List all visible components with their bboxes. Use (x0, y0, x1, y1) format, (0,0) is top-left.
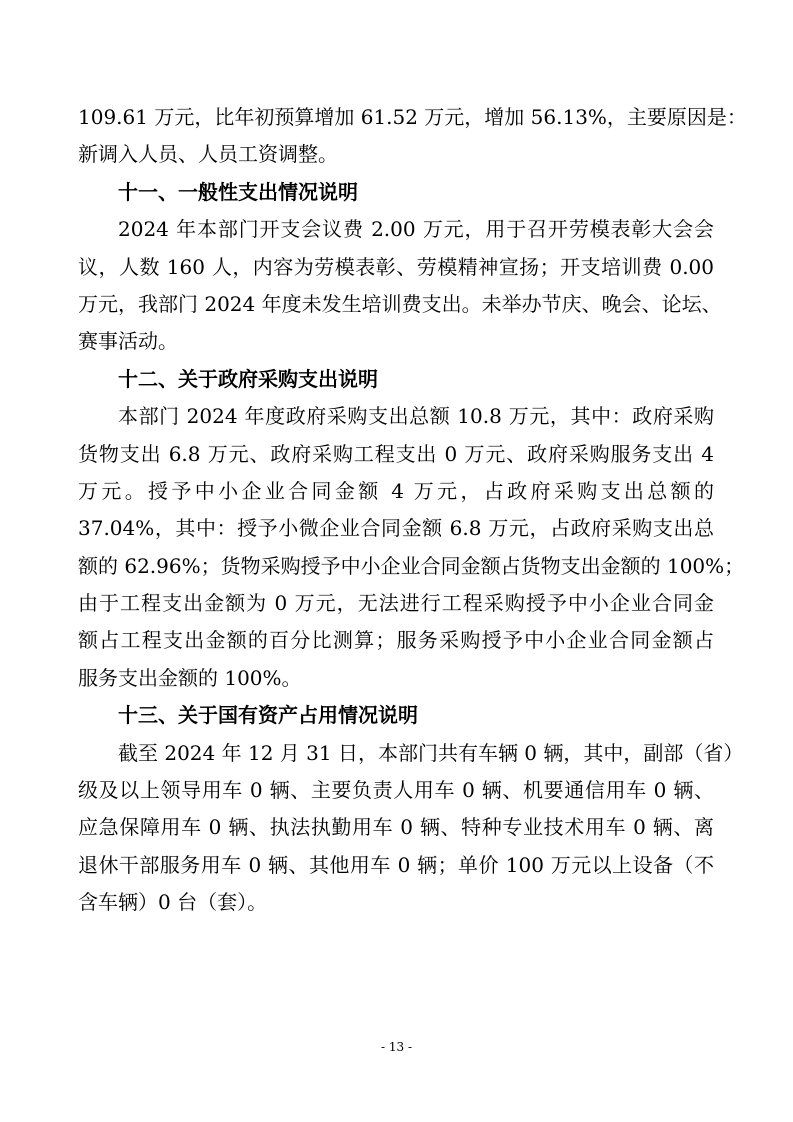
paragraph-line: 万元。授予中小企业合同金额 4 万元，占政府采购支出总额的 (78, 478, 714, 503)
paragraph-line: 货物支出 6.8 万元、政府采购工程支出 0 万元、政府采购服务支出 4 (78, 441, 714, 466)
document-body (78, 99, 747, 922)
paragraph-line: 截至 2024 年 12 月 31 日，本部门共有车辆 0 辆，其中，副部（省） (118, 740, 744, 765)
section-heading: 十二、关于政府采购支出说明 (118, 366, 378, 391)
paragraph-line: 议，人数 160 人，内容为劳模表彰、劳模精神宣扬；开支培训费 0.00 (78, 254, 714, 279)
paragraph-line: 37.04%，其中：授予小微企业合同金额 6.8 万元，占政府采购支出总 (78, 516, 714, 541)
section-heading: 十三、关于国有资产占用情况说明 (118, 703, 418, 728)
paragraph-line: 级及以上领导用车 0 辆、主要负责人用车 0 辆、机要通信用车 0 辆、 (78, 778, 714, 803)
paragraph-line: 赛事活动。 (78, 329, 178, 354)
section-heading: 十一、一般性支出情况说明 (118, 179, 358, 204)
paragraph-line: 退休干部服务用车 0 辆、其他用车 0 辆；单价 100 万元以上设备（不 (78, 852, 714, 877)
paragraph-line: 本部门 2024 年度政府采购支出总额 10.8 万元，其中：政府采购 (118, 404, 714, 429)
page-number: - 13 - (380, 1040, 412, 1054)
paragraph-line: 由于工程支出金额为 0 万元，无法进行工程采购授予中小企业合同金 (78, 591, 714, 616)
paragraph-line: 万元，我部门 2024 年度未发生培训费支出。未举办节庆、晚会、论坛、 (78, 291, 722, 316)
paragraph-line: 服务支出金额的 100%。 (78, 665, 302, 690)
paragraph-line: 应急保障用车 0 辆、执法执勤用车 0 辆、特种专业技术用车 0 辆、离 (78, 815, 714, 840)
paragraph-line: 含车辆）0 台（套）。 (78, 890, 268, 915)
paragraph-line: 额占工程支出金额的百分比测算；服务采购授予中小企业合同金额占 (78, 628, 714, 653)
paragraph-line: 新调入人员、人员工资调整。 (78, 142, 338, 167)
paragraph-line: 109.61 万元，比年初预算增加 61.52 万元，增加 56.13%，主要原因是： (78, 105, 747, 129)
paragraph-line: 2024 年本部门开支会议费 2.00 万元，用于召开劳模表彰大会会 (118, 217, 714, 242)
paragraph-line: 额的 62.96%；货物采购授予中小企业合同金额占货物支出金额的 100%； (78, 553, 745, 578)
